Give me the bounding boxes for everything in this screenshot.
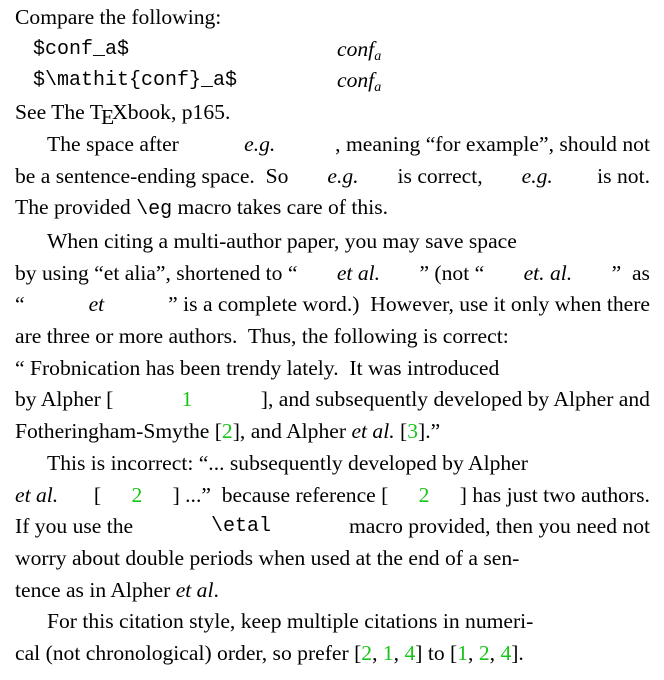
etal-paragraph-line: “ Frobnication has been trendy lately. It was introduced <box>15 355 500 380</box>
code-sample: $conf_a$ <box>33 37 130 61</box>
incorrect-paragraph-line: tence as in Alpher et al. <box>15 577 219 602</box>
citation-link[interactable]: 2 <box>131 482 143 507</box>
eg-macro: \eg <box>136 198 173 222</box>
incorrect-paragraph-line: This is incorrect: “... subsequently developed by Alpher <box>47 450 528 475</box>
citation-link[interactable]: 1 <box>382 641 394 666</box>
etal-paragraph-line: When citing a multi-author paper, you may save space <box>47 228 517 253</box>
citation-link[interactable]: 3 <box>407 419 419 444</box>
citation-link[interactable]: 2 <box>221 419 233 444</box>
citation-link[interactable]: 4 <box>404 641 416 666</box>
etal-macro: \etal <box>211 515 272 539</box>
citation-link[interactable]: 2 <box>478 641 490 666</box>
citation-link[interactable]: 2 <box>361 641 373 666</box>
order-paragraph-line: cal (not chronological) order, so prefer [2, 1, 4] to [1, 2, 4]. <box>15 641 524 666</box>
citation-link[interactable]: 1 <box>181 387 193 412</box>
compare-row <box>15 34 650 66</box>
eg-paragraph-line: The space after e.g. , meaning “for example”, should not <box>47 131 650 156</box>
incorrect-paragraph-line: worry about double periods when used at the end of a sen- <box>15 545 520 570</box>
citation-link[interactable]: 2 <box>418 482 430 507</box>
code-sample: $\mathit{conf}_a$ <box>33 69 238 93</box>
compare-row <box>15 65 650 97</box>
eg-paragraph-line: The provided \eg macro takes care of this. <box>15 195 388 222</box>
etal-paragraph-line: “ et ” is a complete word.) However, use it only when there <box>15 292 650 317</box>
rendered-math: conf$_a$ <box>337 36 382 64</box>
citation-link[interactable]: 4 <box>500 641 512 666</box>
etal-paragraph-line: Fotheringham-Smythe [2], and Alpher et al. [3].” <box>15 419 441 444</box>
compare-heading: Compare the following: <box>15 5 222 29</box>
order-paragraph-line: For this citation style, keep multiple citations in numeri- <box>47 609 534 634</box>
eg-paragraph-line: be a sentence-ending space. So e.g. is correct, e.g. is not. <box>15 163 650 188</box>
etal-paragraph-line: are three or more authors. Thus, the following is correct: <box>15 324 509 349</box>
etal-paragraph-line: by Alpher [ 1 ], and subsequently developed by Alpher and <box>15 384 650 416</box>
texbook-reference: See The TEXbook, p165. <box>15 100 231 130</box>
incorrect-paragraph-line: If you use the \etal macro provided, then you need not <box>15 511 650 543</box>
rendered-math: conf$_a$ <box>337 68 382 96</box>
citation-link[interactable]: 1 <box>457 641 469 666</box>
incorrect-paragraph-line: et al. [ 2 ] ...” because reference [ 2 ] has just two authors. <box>15 480 650 512</box>
etal-paragraph-line: by using “et alia”, shortened to “ et al. ” (not “ et. al. ” as <box>15 260 650 285</box>
